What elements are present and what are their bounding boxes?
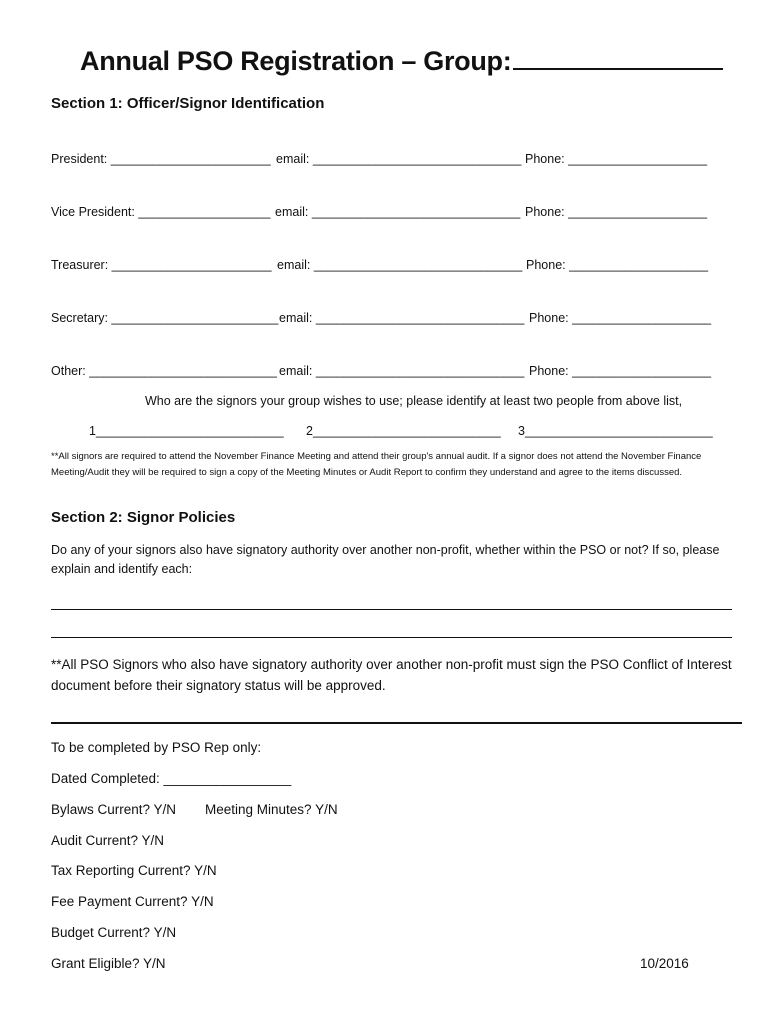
answer-line-2[interactable] [51,637,732,638]
bylaws-current-field[interactable]: Bylaws Current? Y/N [51,802,177,817]
treasurer-phone-field[interactable]: Phone: ____________________ [526,258,709,272]
secretary-phone-field[interactable]: Phone: ____________________ [529,311,712,325]
conflict-of-interest-note: **All PSO Signors who also have signatory authority over another non-profit must sign the PSO Conflict of Interest document before their signatory status will be approved. [51,657,732,693]
answer-line-1[interactable] [51,609,732,610]
vice-president-email-field[interactable]: email: ______________________________ [275,205,521,219]
treasurer-role-field[interactable]: Treasurer: _______________________ [51,258,272,272]
secretary-email-field[interactable]: email: ______________________________ [279,311,525,325]
other-email-field[interactable]: email: ______________________________ [279,364,525,378]
grant-eligible-field[interactable]: Grant Eligible? Y/N [51,956,166,971]
budget-current-field[interactable]: Budget Current? Y/N [51,925,177,940]
date-completed-field[interactable]: Dated Completed: _________________ [51,771,292,786]
vice-president-role-field[interactable]: Vice President: ___________________ [51,205,271,219]
section2-heading: Section 2: Signor Policies [51,509,236,526]
president-phone-field[interactable]: Phone: ____________________ [525,152,708,166]
secretary-role-field[interactable]: Secretary: ________________________ [51,311,279,325]
other-phone-field[interactable]: Phone: ____________________ [529,364,712,378]
treasurer-email-field[interactable]: email: ______________________________ [277,258,523,272]
tax-reporting-field[interactable]: Tax Reporting Current? Y/N [51,863,217,878]
signor-2-field[interactable]: 2___________________________ [306,424,501,438]
audit-current-field[interactable]: Audit Current? Y/N [51,833,165,848]
other-role-field[interactable]: Other: ___________________________ [51,364,277,378]
page-title-text: Annual PSO Registration – Group: [80,46,512,76]
group-name-blank[interactable] [513,44,723,70]
rep-heading: To be completed by PSO Rep only: [51,740,262,755]
signor-authority-question: Do any of your signors also have signatory authority over another non-profit, whether within the PSO or not? If so, please explain and identify each: [51,543,720,576]
president-role-field[interactable]: President: _______________________ [51,152,271,166]
section-divider [51,722,742,724]
signors-prompt: Who are the signors your group wishes to use; please identify at least two people from above list, [145,394,683,408]
signor-attendance-note: **All signors are required to attend the November Finance Meeting and attend their group's annual audit. If a signor does not attend the November Finance Meeting/Audit they will be required to sign a copy of the Meeting Minutes or Audit Report to confirm they understand and agree to the items discussed. [51,451,702,478]
meeting-minutes-field[interactable]: Meeting Minutes? Y/N [205,802,338,817]
form-revision-date: 10/2016 [640,956,689,971]
fee-payment-field[interactable]: Fee Payment Current? Y/N [51,894,214,909]
section1-heading: Section 1: Officer/Signor Identification [51,95,325,112]
president-email-field[interactable]: email: ______________________________ [276,152,522,166]
signor-3-field[interactable]: 3___________________________ [518,424,713,438]
signor-1-field[interactable]: 1___________________________ [89,424,284,438]
page-title [80,44,723,77]
vice-president-phone-field[interactable]: Phone: ____________________ [525,205,708,219]
